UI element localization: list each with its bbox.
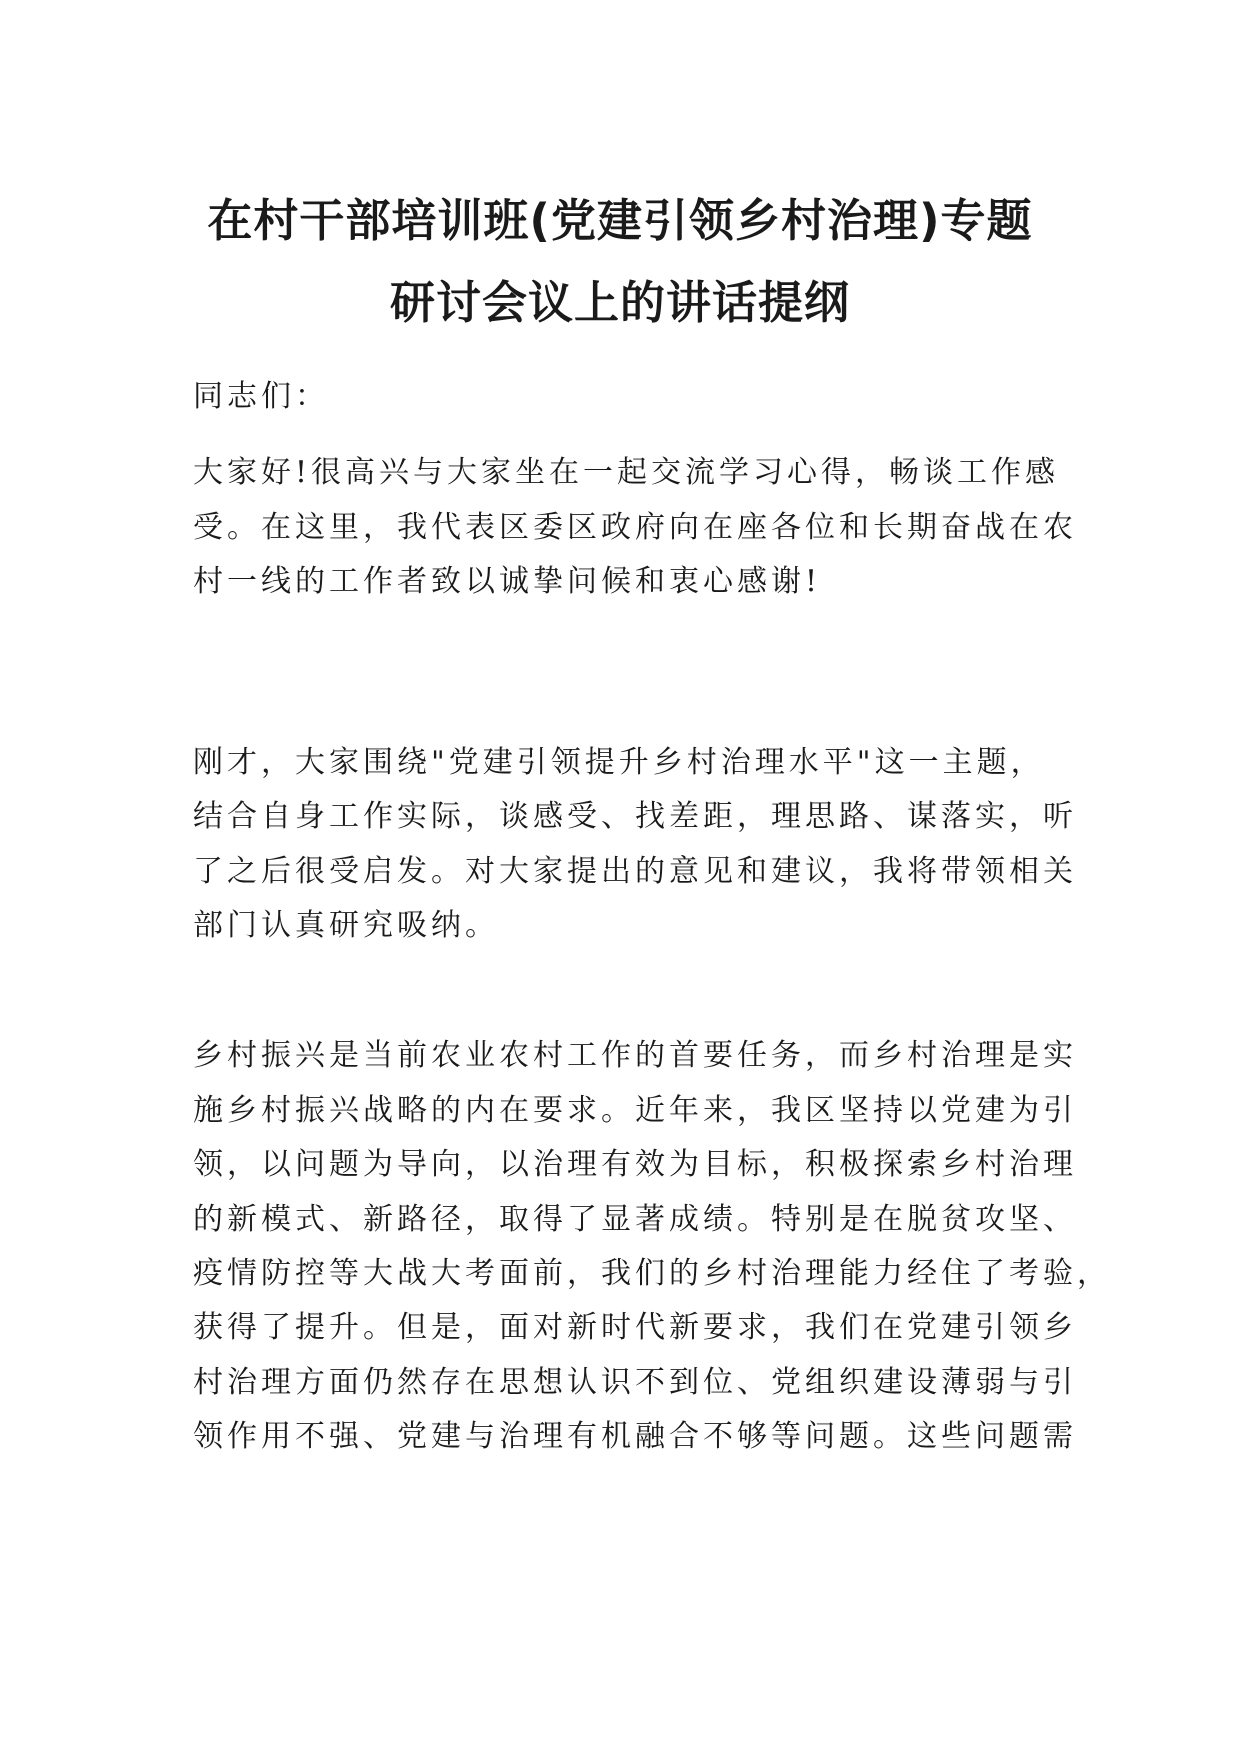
- paragraph-line: 结合自身工作实际，谈感受、找差距，理思路、谋落实，听: [193, 799, 1077, 834]
- paragraph-line: 领作用不强、党建与治理有机融合不够等问题。这些问题需: [193, 1419, 1077, 1454]
- paragraph-line: 领，以问题为导向，以治理有效为目标，积极探索乡村治理: [193, 1147, 1077, 1182]
- paragraph-line: 大家好!很高兴与大家坐在一起交流学习心得，畅谈工作感: [193, 455, 1060, 490]
- paragraph-line: 乡村振兴是当前农业农村工作的首要任务，而乡村治理是实: [193, 1038, 1077, 1073]
- paragraph-line: 获得了提升。但是，面对新时代新要求，我们在党建引领乡: [193, 1310, 1077, 1345]
- paragraph-line: 村一线的工作者致以诚挚问候和衷心感谢!: [193, 564, 822, 599]
- salutation: 同志们：: [193, 379, 329, 414]
- document-title-line-1: 在村干部培训班(党建引领乡村治理)专题: [207, 194, 1033, 247]
- document-title-line-2: 研讨会议上的讲话提纲: [389, 276, 850, 329]
- paragraph-line: 刚才，大家围绕"党建引领提升乡村治理水平"这一主题，: [193, 745, 1045, 780]
- paragraph-line: 部门认真研究吸纳。: [193, 908, 499, 943]
- paragraph-line: 的新模式、新路径，取得了显著成绩。特别是在脱贫攻坚、: [193, 1202, 1077, 1237]
- paragraph-line: 施乡村振兴战略的内在要求。近年来，我区坚持以党建为引: [193, 1093, 1077, 1128]
- paragraph-line: 受。在这里，我代表区委区政府向在座各位和长期奋战在农: [193, 510, 1077, 545]
- paragraph-line: 了之后很受启发。对大家提出的意见和建议，我将带领相关: [193, 854, 1077, 889]
- paragraph-line: 村治理方面仍然存在思想认识不到位、党组织建设薄弱与引: [193, 1365, 1077, 1400]
- paragraph-line: 疫情防控等大战大考面前，我们的乡村治理能力经住了考验，: [193, 1256, 1111, 1291]
